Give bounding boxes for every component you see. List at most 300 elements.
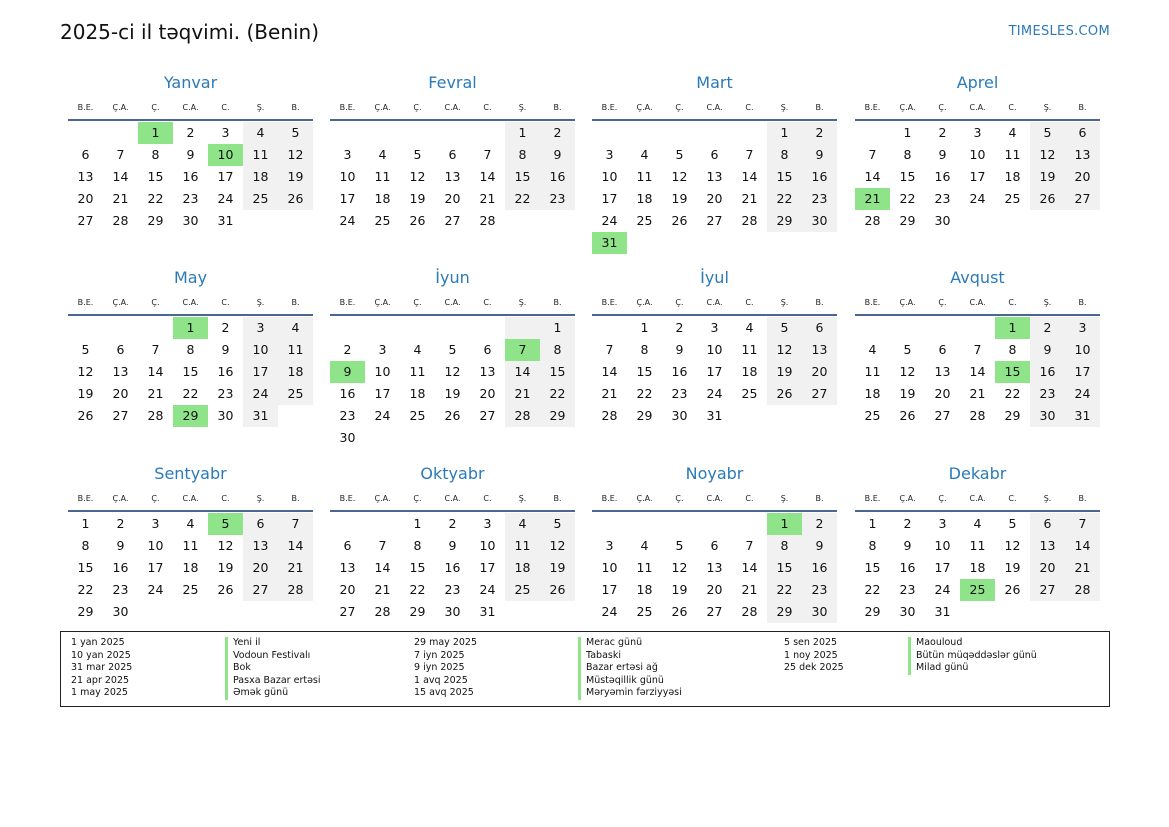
day-cell: 27 (479, 408, 496, 423)
day-cell: 6 (343, 538, 352, 553)
day-cell: 2 (802, 122, 837, 144)
day-cell: 24 (479, 582, 496, 597)
day-cell: 2 (903, 516, 912, 531)
legend-holiday-name: Maouloud (908, 637, 1037, 650)
day-cell: 6 (243, 513, 278, 535)
day-cell: 11 (278, 339, 313, 361)
day-cell: 17 (601, 582, 618, 597)
day-cell: 17 (706, 364, 723, 379)
day-cell: 19 (671, 191, 688, 206)
weekday-label: Ç. (675, 493, 684, 503)
day-grid (592, 317, 837, 427)
calendar-grid (68, 72, 1108, 622)
day-cell: 19 (1004, 560, 1021, 575)
day-cell: 8 (903, 147, 912, 162)
day-cell: 1 (903, 125, 912, 140)
day-cell: 24 (147, 582, 164, 597)
holiday-day: 1 (767, 513, 802, 535)
day-cell: 3 (605, 538, 614, 553)
empty-cell (505, 317, 540, 339)
day-cell: 17 (1065, 361, 1100, 383)
legend-date: 5 sen 2025 (784, 637, 838, 648)
legend-names-1 (225, 637, 321, 700)
day-cell: 14 (969, 364, 986, 379)
day-cell: 3 (221, 125, 230, 140)
weekday-label: Ş. (780, 297, 789, 307)
weekday-label: B. (1078, 297, 1087, 307)
day-cell: 13 (444, 169, 461, 184)
day-cell: 16 (217, 364, 234, 379)
weekday-label: C.A. (969, 297, 986, 307)
day-cell: 10 (934, 538, 951, 553)
day-cell: 22 (409, 582, 426, 597)
day-cell: 8 (81, 538, 90, 553)
day-cell: 8 (767, 144, 802, 166)
day-cell: 5 (448, 342, 457, 357)
day-cell: 4 (378, 147, 387, 162)
weekday-header (592, 489, 837, 507)
month-name: Aprel (956, 73, 999, 92)
day-cell: 12 (409, 169, 426, 184)
weekday-label: B. (553, 297, 562, 307)
legend-holiday-name: Bok (225, 662, 321, 675)
day-cell: 22 (899, 191, 916, 206)
day-cell: 30 (671, 408, 688, 423)
weekday-label: Ç. (151, 102, 160, 112)
weekday-label: Ç.A. (899, 102, 916, 112)
day-cell: 16 (540, 166, 575, 188)
month-11 (592, 463, 837, 623)
weekday-label: B. (291, 102, 300, 112)
weekday-label: Ç.A. (899, 297, 916, 307)
day-cell: 13 (77, 169, 94, 184)
holiday-day: 29 (173, 405, 208, 427)
month-6 (330, 267, 575, 449)
day-cell: 9 (116, 538, 125, 553)
weekday-label: B.E. (339, 102, 356, 112)
day-cell: 19 (444, 386, 461, 401)
legend-holiday-name: Pasxa Bazar ertəsi (225, 675, 321, 688)
day-cell: 28 (969, 408, 986, 423)
empty-cell (103, 122, 138, 144)
day-cell: 1 (767, 122, 802, 144)
empty-cell (697, 122, 732, 144)
weekday-label: B.E. (339, 297, 356, 307)
month-9 (68, 463, 313, 623)
day-cell: 17 (969, 169, 986, 184)
day-cell: 26 (77, 408, 94, 423)
day-cell: 9 (903, 538, 912, 553)
weekday-label: C. (1008, 297, 1017, 307)
day-cell: 24 (706, 386, 723, 401)
day-cell: 15 (409, 560, 426, 575)
day-cell: 28 (147, 408, 164, 423)
day-cell: 24 (1065, 383, 1100, 405)
weekday-label: B.E. (77, 297, 94, 307)
day-cell: 16 (112, 560, 129, 575)
weekday-label: Ş. (1043, 297, 1052, 307)
day-cell: 30 (182, 213, 199, 228)
day-cell: 20 (1030, 557, 1065, 579)
day-cell: 26 (409, 213, 426, 228)
month-7 (592, 267, 837, 427)
day-cell: 19 (77, 386, 94, 401)
day-cell: 26 (217, 582, 234, 597)
day-cell: 10 (339, 169, 356, 184)
day-cell: 22 (540, 383, 575, 405)
legend-holiday-name: Məryəmin fərziyyəsi (578, 687, 682, 700)
day-cell: 15 (505, 166, 540, 188)
day-cell: 27 (339, 604, 356, 619)
weekday-header (68, 98, 313, 116)
day-cell: 31 (934, 604, 951, 619)
day-cell: 28 (1065, 579, 1100, 601)
legend-dates-3 (784, 637, 844, 675)
day-cell: 23 (1030, 383, 1065, 405)
weekday-label: C. (745, 297, 754, 307)
day-cell: 29 (636, 408, 653, 423)
weekday-label: B.E. (77, 102, 94, 112)
day-cell: 20 (706, 582, 723, 597)
day-cell: 12 (1030, 144, 1065, 166)
empty-cell (435, 122, 470, 144)
day-cell: 22 (767, 188, 802, 210)
day-cell: 21 (741, 582, 758, 597)
legend-holiday-name: Merac günü (578, 637, 682, 650)
month-name: Dekabr (948, 464, 1007, 483)
day-cell: 24 (243, 383, 278, 405)
weekday-header (330, 98, 575, 116)
day-cell: 26 (767, 383, 802, 405)
empty-cell (365, 513, 400, 535)
day-cell: 16 (934, 169, 951, 184)
day-cell: 3 (1065, 317, 1100, 339)
day-cell: 17 (217, 169, 234, 184)
day-cell: 20 (77, 191, 94, 206)
day-cell: 22 (182, 386, 199, 401)
day-cell: 21 (374, 582, 391, 597)
day-cell: 11 (636, 169, 653, 184)
holiday-day: 5 (208, 513, 243, 535)
page-title: 2025-ci il təqvimi. (Benin) (60, 20, 320, 44)
day-cell: 13 (802, 339, 837, 361)
weekday-label: C. (483, 493, 492, 503)
day-cell: 28 (278, 579, 313, 601)
day-cell: 28 (112, 213, 129, 228)
month-name: Noyabr (685, 464, 744, 483)
day-cell: 20 (802, 361, 837, 383)
holiday-day: 31 (592, 232, 627, 254)
header-rule (592, 510, 837, 512)
day-cell: 24 (217, 191, 234, 206)
day-cell: 25 (741, 386, 758, 401)
day-cell: 6 (483, 342, 492, 357)
day-cell: 5 (1008, 516, 1017, 531)
day-cell: 8 (413, 538, 422, 553)
day-cell: 14 (374, 560, 391, 575)
day-cell: 10 (243, 339, 278, 361)
weekday-label: Ç. (413, 102, 422, 112)
day-cell: 16 (802, 166, 837, 188)
day-cell: 15 (636, 364, 653, 379)
weekday-label: Ş. (518, 493, 527, 503)
day-cell: 10 (601, 560, 618, 575)
day-cell: 21 (601, 386, 618, 401)
day-cell: 12 (671, 169, 688, 184)
holiday-day: 1 (173, 317, 208, 339)
day-grid (330, 513, 575, 623)
day-cell: 9 (802, 144, 837, 166)
weekday-label: C. (745, 102, 754, 112)
day-grid (855, 122, 1100, 232)
empty-cell (855, 122, 890, 144)
day-cell: 18 (505, 557, 540, 579)
day-cell: 14 (278, 535, 313, 557)
header-rule (68, 510, 313, 512)
header-rule (330, 119, 575, 121)
day-cell: 27 (112, 408, 129, 423)
weekday-label: Ç. (151, 297, 160, 307)
day-cell: 1 (505, 122, 540, 144)
day-cell: 22 (147, 191, 164, 206)
day-cell: 1 (640, 320, 649, 335)
day-cell: 10 (969, 147, 986, 162)
day-cell: 23 (217, 386, 234, 401)
day-cell: 13 (112, 364, 129, 379)
holiday-day: 1 (995, 317, 1030, 339)
empty-cell (890, 317, 925, 339)
day-cell: 19 (671, 582, 688, 597)
empty-cell (138, 317, 173, 339)
month-12 (855, 463, 1100, 623)
day-cell: 14 (479, 169, 496, 184)
day-cell: 4 (278, 317, 313, 339)
day-cell: 15 (767, 166, 802, 188)
day-cell: 24 (601, 604, 618, 619)
empty-cell (627, 122, 662, 144)
legend-date: 1 avq 2025 (414, 674, 468, 686)
day-cell: 13 (479, 364, 496, 379)
day-cell: 4 (505, 513, 540, 535)
day-cell: 30 (339, 430, 356, 445)
empty-cell (592, 317, 627, 339)
legend-date: 29 may 2025 (414, 637, 478, 648)
day-cell: 3 (243, 317, 278, 339)
day-cell: 15 (77, 560, 94, 575)
day-cell: 14 (505, 361, 540, 383)
day-cell: 22 (636, 386, 653, 401)
day-cell: 13 (706, 169, 723, 184)
weekday-label: B. (815, 297, 824, 307)
day-cell: 4 (640, 147, 649, 162)
weekday-label: Ş. (256, 102, 265, 112)
day-cell: 14 (864, 169, 881, 184)
empty-cell (627, 513, 662, 535)
weekday-label: B.E. (864, 102, 881, 112)
holiday-day: 25 (960, 579, 995, 601)
weekday-label: Ç.A. (636, 297, 653, 307)
day-cell: 8 (640, 342, 649, 357)
weekday-label: C. (745, 493, 754, 503)
weekday-label: C.A. (444, 493, 461, 503)
weekday-label: B.E. (77, 493, 94, 503)
month-4 (855, 72, 1100, 232)
weekday-label: C.A. (182, 102, 199, 112)
weekday-header (68, 293, 313, 311)
weekday-label: C. (1008, 493, 1017, 503)
empty-cell (435, 317, 470, 339)
header-rule (330, 314, 575, 316)
empty-cell (330, 317, 365, 339)
weekday-label: Ç. (413, 297, 422, 307)
weekday-header (855, 98, 1100, 116)
day-cell: 11 (741, 342, 758, 357)
day-cell: 3 (973, 125, 982, 140)
day-grid (330, 122, 575, 232)
day-cell: 12 (217, 538, 234, 553)
day-cell: 27 (802, 383, 837, 405)
weekday-label: C. (483, 102, 492, 112)
day-cell: 26 (540, 579, 575, 601)
day-cell: 29 (147, 213, 164, 228)
day-cell: 18 (636, 191, 653, 206)
day-cell: 20 (479, 386, 496, 401)
weekday-label: C. (221, 493, 230, 503)
day-cell: 8 (540, 339, 575, 361)
day-cell: 26 (1030, 188, 1065, 210)
day-cell: 7 (116, 147, 125, 162)
day-cell: 7 (483, 147, 492, 162)
day-cell: 25 (182, 582, 199, 597)
day-cell: 13 (243, 535, 278, 557)
day-cell: 3 (605, 147, 614, 162)
header-rule (592, 314, 837, 316)
day-cell: 2 (116, 516, 125, 531)
day-cell: 28 (505, 405, 540, 427)
weekday-label: Ç. (938, 297, 947, 307)
day-cell: 5 (767, 317, 802, 339)
day-cell: 3 (378, 342, 387, 357)
empty-cell (68, 122, 103, 144)
legend-holiday-name: Müstəqillik günü (578, 675, 682, 688)
day-cell: 5 (413, 147, 422, 162)
empty-cell (400, 122, 435, 144)
day-cell: 8 (868, 538, 877, 553)
day-cell: 7 (378, 538, 387, 553)
weekday-label: Ç.A. (374, 493, 391, 503)
legend-holiday-name: Milad günü (908, 662, 1037, 675)
day-cell: 20 (243, 557, 278, 579)
weekday-label: C.A. (444, 102, 461, 112)
day-cell: 28 (374, 604, 391, 619)
day-cell: 15 (864, 560, 881, 575)
weekday-label: C. (1008, 102, 1017, 112)
weekday-label: Ç.A. (374, 102, 391, 112)
empty-cell (697, 513, 732, 535)
empty-cell (470, 122, 505, 144)
day-cell: 16 (339, 386, 356, 401)
day-cell: 4 (973, 516, 982, 531)
day-cell: 5 (1030, 122, 1065, 144)
day-cell: 11 (864, 364, 881, 379)
day-cell: 16 (444, 560, 461, 575)
day-cell: 12 (278, 144, 313, 166)
day-cell: 27 (934, 408, 951, 423)
day-cell: 7 (151, 342, 160, 357)
empty-cell (365, 317, 400, 339)
day-cell: 29 (1004, 408, 1021, 423)
day-cell: 4 (1008, 125, 1017, 140)
day-cell: 10 (479, 538, 496, 553)
day-cell: 2 (186, 125, 195, 140)
day-cell: 9 (675, 342, 684, 357)
weekday-label: B.E. (864, 493, 881, 503)
day-cell: 21 (741, 191, 758, 206)
weekday-label: B. (291, 493, 300, 503)
legend-holiday-name: Əmək günü (225, 687, 321, 700)
day-cell: 8 (186, 342, 195, 357)
day-cell: 6 (1065, 122, 1100, 144)
day-cell: 30 (802, 601, 837, 623)
day-cell: 26 (899, 408, 916, 423)
weekday-label: Ç. (675, 297, 684, 307)
legend-holiday-name: Bazar ertəsi ağ (578, 662, 682, 675)
day-cell: 22 (1004, 386, 1021, 401)
empty-cell (592, 122, 627, 144)
day-cell: 21 (278, 557, 313, 579)
day-cell: 6 (1030, 513, 1065, 535)
day-cell: 27 (1030, 579, 1065, 601)
day-cell: 5 (278, 122, 313, 144)
day-cell: 28 (479, 213, 496, 228)
day-cell: 19 (1030, 166, 1065, 188)
weekday-label: C. (221, 297, 230, 307)
weekday-label: Ş. (780, 493, 789, 503)
day-cell: 17 (243, 361, 278, 383)
site-link[interactable]: TIMESLES.COM (1008, 24, 1110, 39)
day-cell: 3 (343, 147, 352, 162)
day-cell: 23 (802, 188, 837, 210)
day-cell: 21 (112, 191, 129, 206)
day-cell: 8 (151, 147, 160, 162)
day-cell: 8 (1008, 342, 1017, 357)
day-cell: 19 (540, 557, 575, 579)
legend-dates-2 (414, 637, 477, 700)
weekday-label: B. (815, 102, 824, 112)
day-cell: 10 (706, 342, 723, 357)
month-name: Yanvar (163, 73, 218, 92)
weekday-label: C.A. (969, 493, 986, 503)
holiday-day: 7 (505, 339, 540, 361)
empty-cell (470, 317, 505, 339)
day-cell: 12 (77, 364, 94, 379)
day-grid (68, 122, 313, 232)
day-cell: 29 (77, 604, 94, 619)
weekday-label: C. (221, 102, 230, 112)
day-cell: 14 (741, 560, 758, 575)
day-cell: 15 (767, 557, 802, 579)
weekday-label: Ç. (938, 102, 947, 112)
day-cell: 6 (938, 342, 947, 357)
holiday-day: 1 (138, 122, 173, 144)
weekday-label: B. (553, 102, 562, 112)
day-cell: 4 (243, 122, 278, 144)
day-cell: 20 (1065, 166, 1100, 188)
day-cell: 9 (221, 342, 230, 357)
day-cell: 1 (413, 516, 422, 531)
day-cell: 3 (483, 516, 492, 531)
weekday-label: Ç.A. (899, 493, 916, 503)
